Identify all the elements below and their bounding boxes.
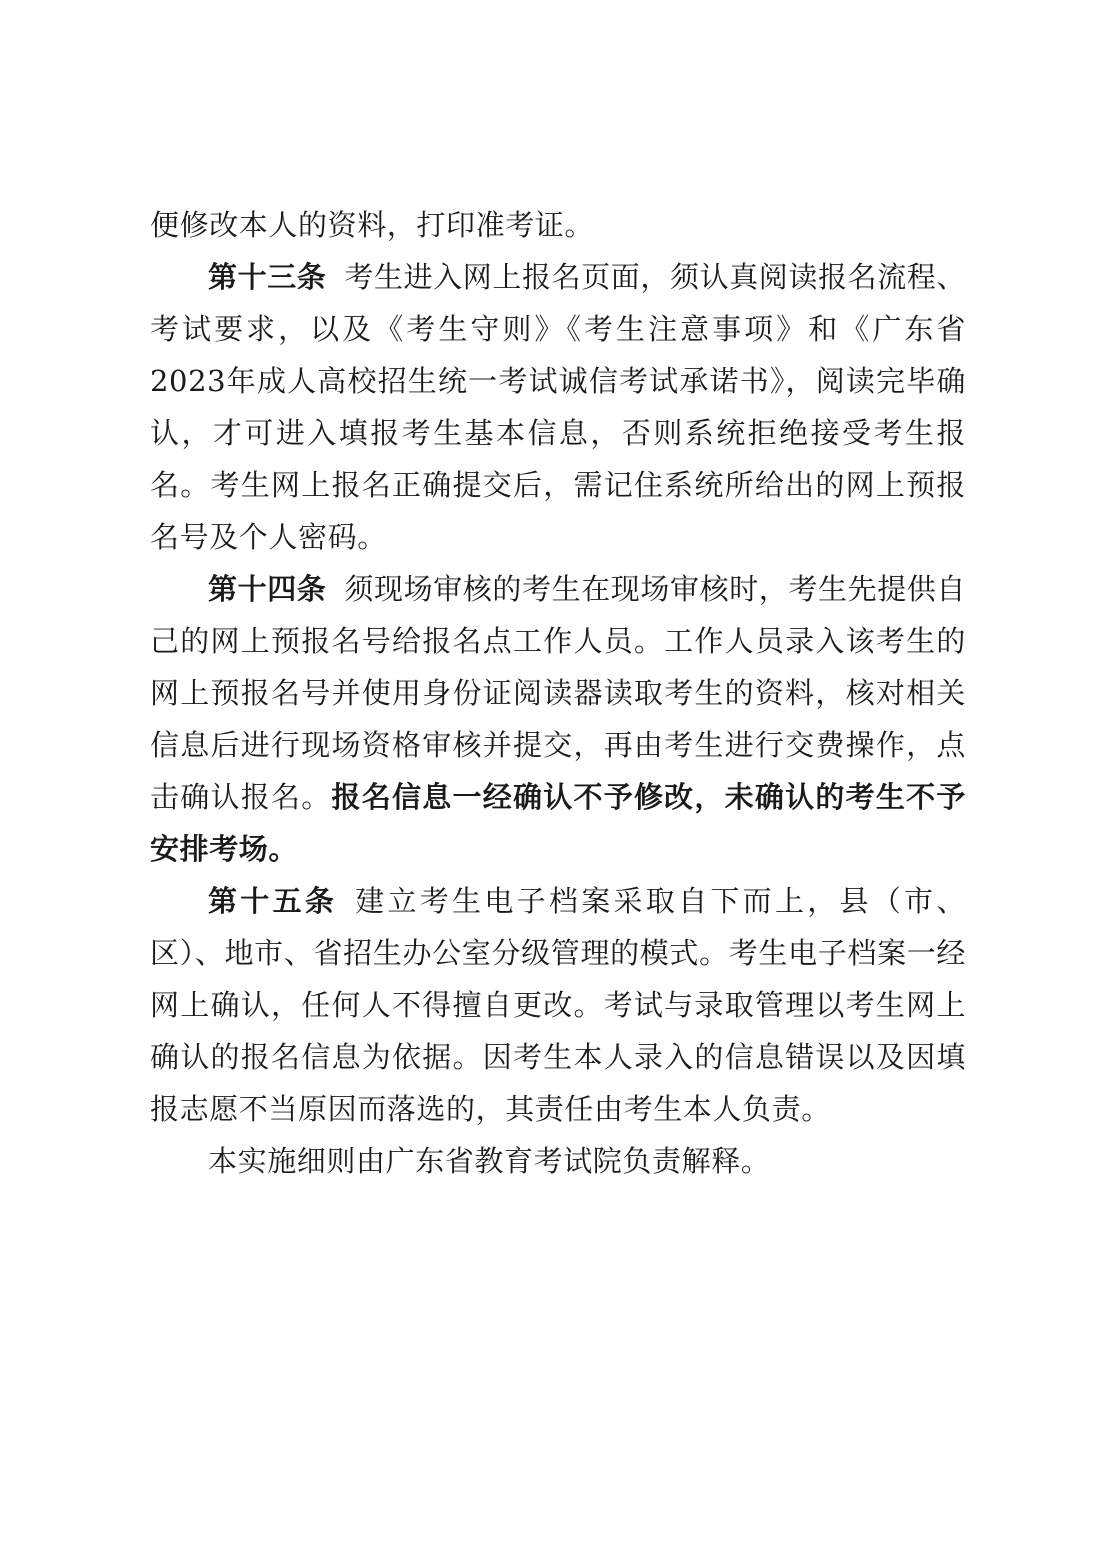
article-13-label: 第十三条 <box>208 260 327 294</box>
article-15 <box>150 875 966 1135</box>
article-13 <box>150 251 966 563</box>
article-15-text: 建立考生电子档案采取自下而上，县（市、区）、地市、省招生办公室分级管理的模式。考生电子档案一经网上确认，任何人不得擅自更改。考试与录取管理以考生网上确认的报名信息为依据。因考生本人录入的信息错误以及因填报志愿不当原因而落选的，其责任由考生本人负责。 <box>150 884 966 1126</box>
article-14-label: 第十四条 <box>208 572 327 606</box>
article-14-text: 须现场审核的考生在现场审核时，考生先提供自己的网上预报名号给报名点工作人员。工作人员录入该考生的网上预报名号并使用身份证阅读器读取考生的资料，核对相关信息后进行现场资格审核并提交，再由考生进行交费操作，点击确认报名。 <box>150 572 967 814</box>
article-13-text: 考生进入网上报名页面，须认真阅读报名流程、考试要求，以及《考生守则》《考生注意事项》和《广东省2023年成人高校招生统一考试诚信考试承诺书》，阅读完毕确认，才可进入填报考生基本信息，否则系统拒绝接受考生报名。考生网上报名正确提交后，需记住系统所给出的网上预报名号及个人密码。 <box>150 260 967 554</box>
article-14-bold-text: 报名信息一经确认不予修改，未确认的考生不予安排考场。 <box>150 780 966 866</box>
document-page <box>150 199 966 1187</box>
article-14 <box>150 563 966 875</box>
article-15-label: 第十五条 <box>208 884 338 918</box>
closing-statement: 本实施细则由广东省教育考试院负责解释。 <box>208 1144 771 1178</box>
paragraph-continuation: 便修改本人的资料，打印准考证。 <box>150 208 595 242</box>
